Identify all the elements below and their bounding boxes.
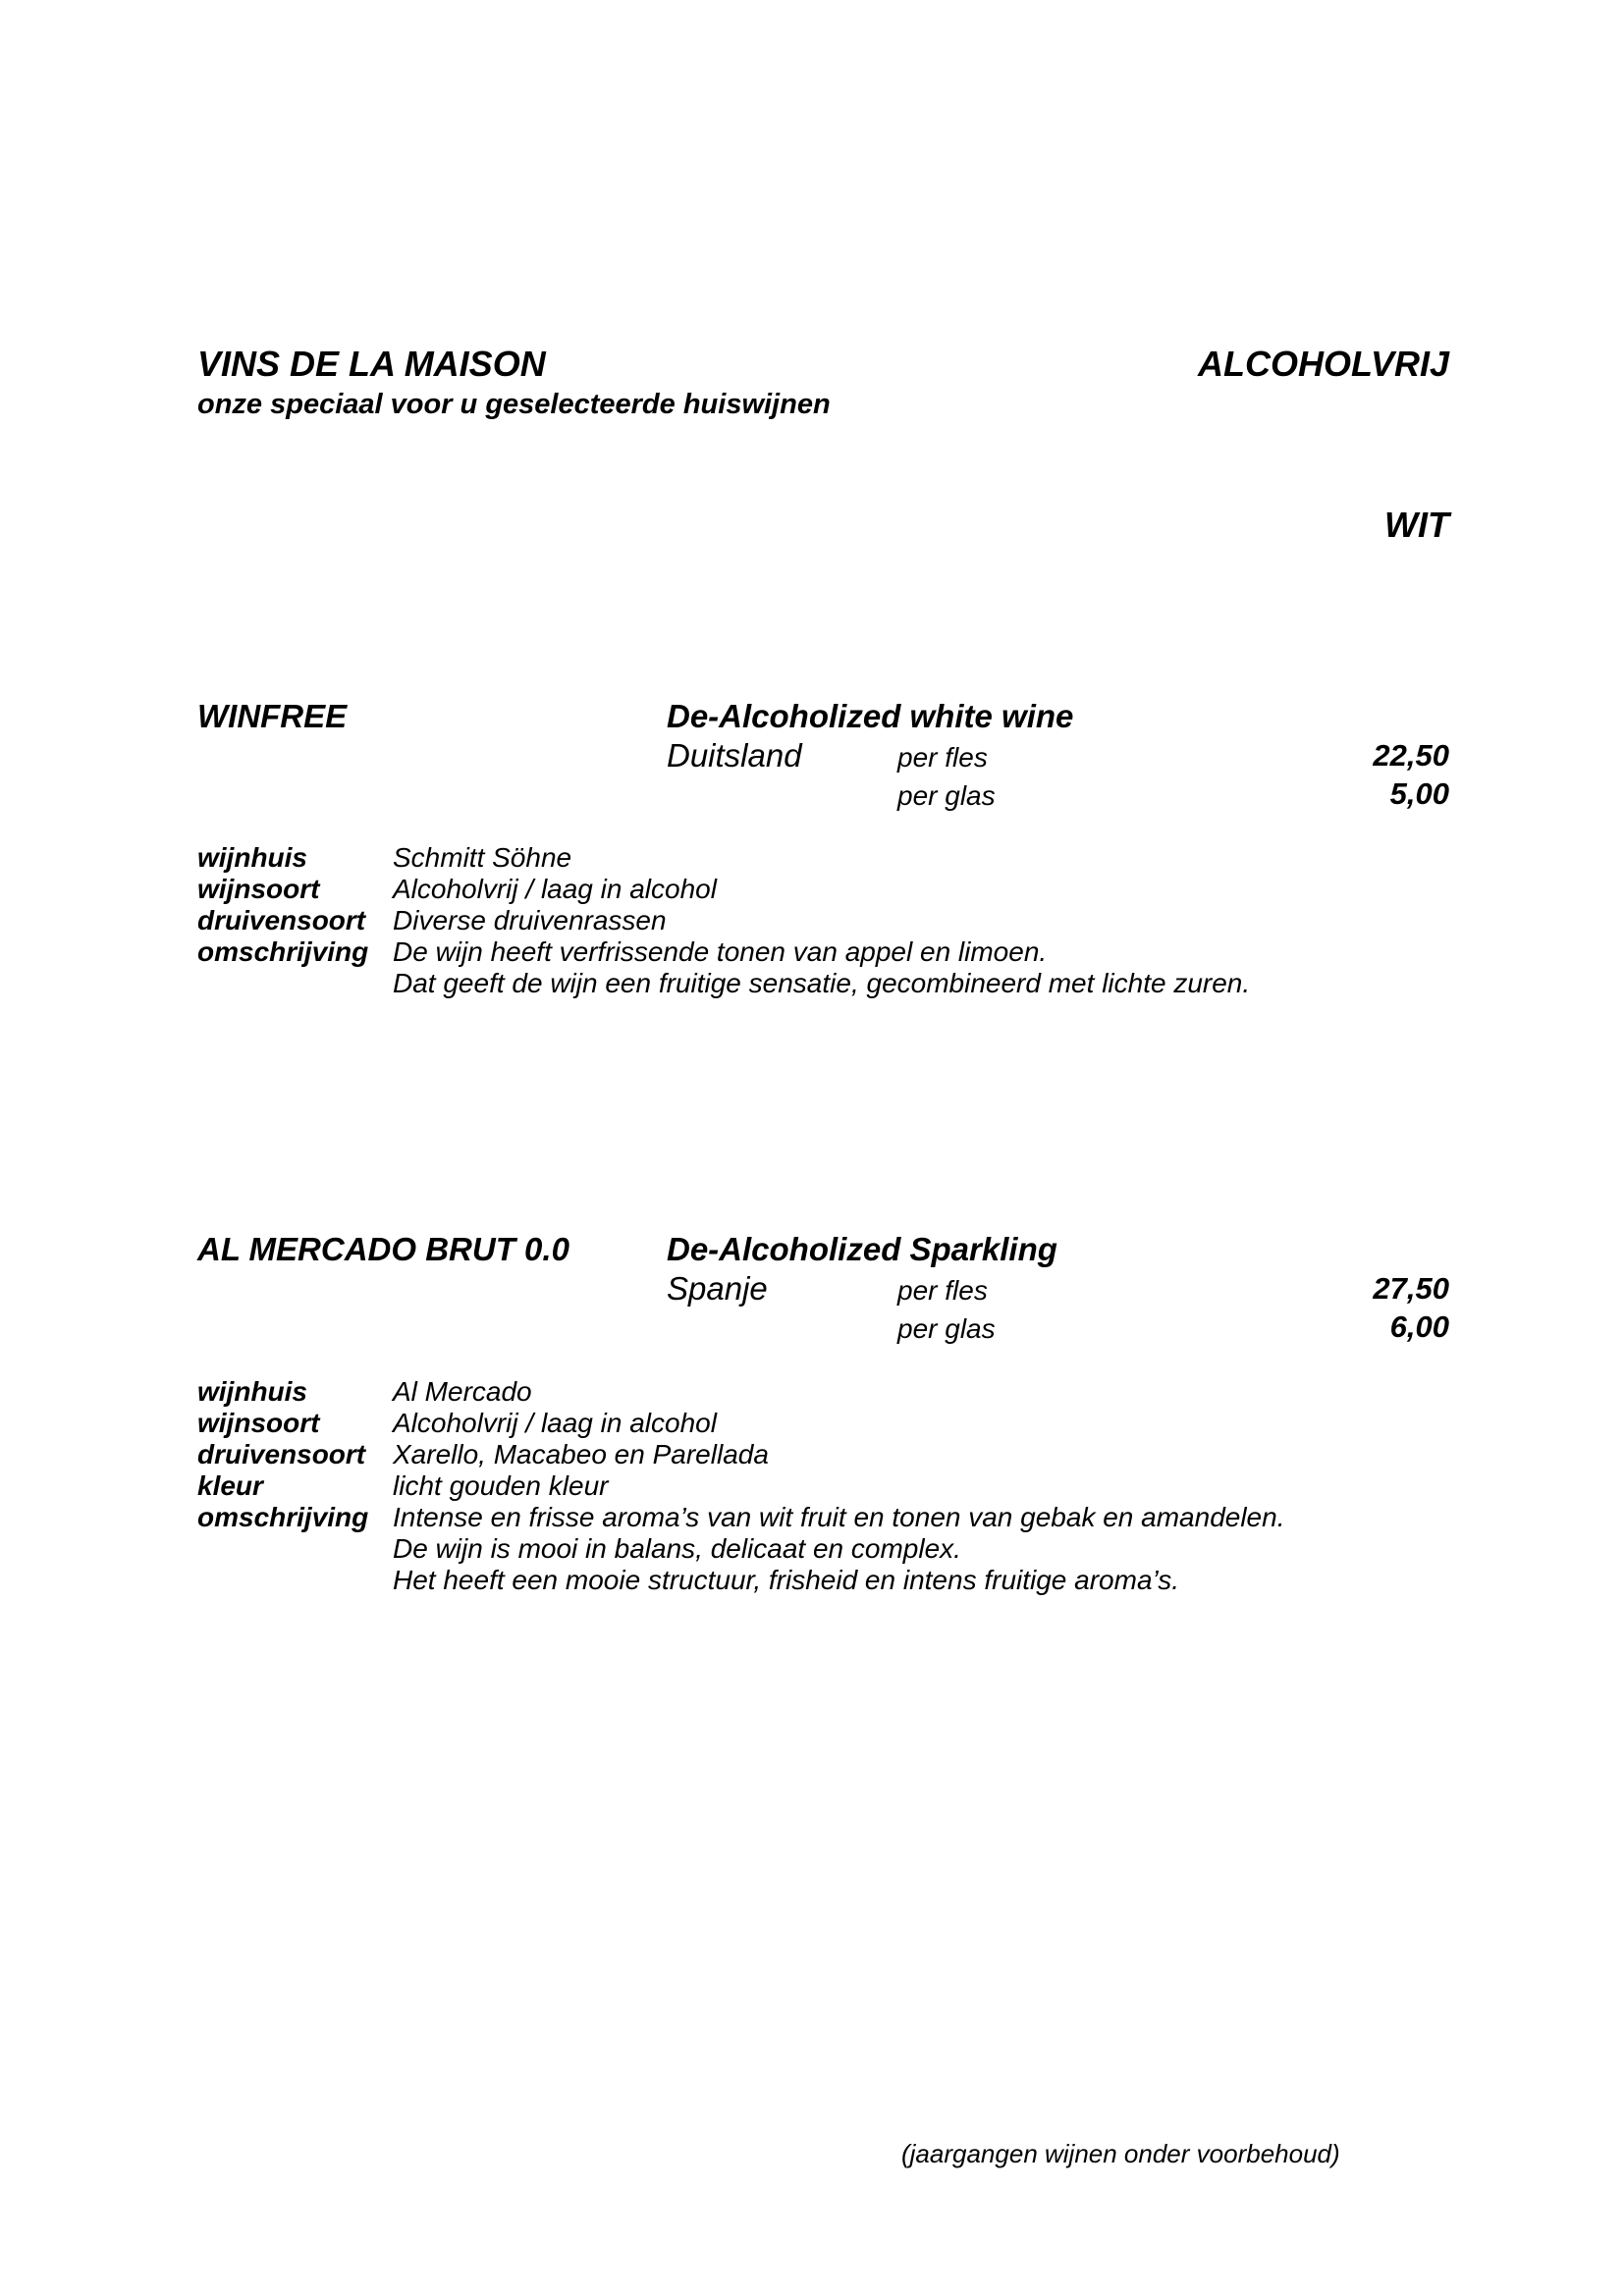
wine-details [197, 1376, 1284, 1596]
detail-label: druivensoort [197, 1439, 366, 1469]
detail-label: omschrijving [197, 1502, 369, 1532]
detail-value: Dat geeft de wijn een fruitige sensatie, gecombineerd met lichte zuren. [393, 968, 1251, 998]
detail-row [197, 874, 1250, 905]
unit-bottle: per fles [897, 1275, 988, 1306]
detail-row [197, 1439, 1284, 1470]
detail-label: wijnsoort [197, 1408, 320, 1438]
detail-label [197, 1533, 393, 1565]
detail-row [197, 1376, 1284, 1408]
section-heading: WIT [1384, 505, 1449, 545]
price-glass: 5,00 [1389, 776, 1449, 811]
detail-label: wijnhuis [197, 842, 307, 873]
detail-row [197, 1502, 1284, 1533]
wine-type: De-Alcoholized white wine [667, 698, 1074, 734]
detail-value: Al Mercado [393, 1376, 532, 1407]
detail-row [197, 842, 1250, 874]
detail-value: De wijn heeft verfrissende tonen van appel en limoen. [393, 936, 1048, 967]
wine-type: De-Alcoholized Sparkling [667, 1231, 1057, 1267]
detail-value: Intense en frisse aroma’s van wit fruit en tonen van gebak en amandelen. [393, 1502, 1285, 1532]
detail-value: Diverse druivenrassen [393, 905, 667, 935]
detail-value: Het heeft een mooie structuur, frisheid en intens fruitige aroma’s. [393, 1565, 1180, 1595]
wine-details [197, 842, 1250, 999]
detail-label [197, 968, 393, 999]
category-heading: ALCOHOLVRIJ [1197, 344, 1449, 384]
wine-name: AL MERCADO BRUT 0.0 [197, 1231, 569, 1267]
detail-row [197, 1565, 1284, 1596]
unit-glass: per glas [897, 1313, 996, 1344]
detail-row [197, 905, 1250, 936]
unit-bottle: per fles [897, 742, 988, 773]
price-bottle: 22,50 [1373, 738, 1449, 773]
detail-value: De wijn is mooi in balans, delicaat en complex. [393, 1533, 961, 1564]
detail-row [197, 936, 1250, 968]
unit-glass: per glas [897, 780, 996, 811]
price-bottle: 27,50 [1373, 1271, 1449, 1306]
page-title: VINS DE LA MAISON [197, 344, 546, 384]
detail-label [197, 1565, 393, 1596]
detail-label: omschrijving [197, 936, 369, 967]
detail-row [197, 1470, 1284, 1502]
detail-value: licht gouden kleur [393, 1470, 609, 1501]
detail-value: Alcoholvrij / laag in alcohol [393, 874, 717, 904]
price-glass: 6,00 [1389, 1309, 1449, 1344]
detail-value: Xarello, Macabeo en Parellada [393, 1439, 769, 1469]
wine-country: Spanje [667, 1270, 768, 1307]
wine-country: Duitsland [667, 737, 802, 774]
page-subtitle: onze speciaal voor u geselecteerde huiswijnen [197, 389, 831, 420]
footnote: (jaargangen wijnen onder voorbehoud) [901, 2139, 1340, 2168]
detail-value: Alcoholvrij / laag in alcohol [393, 1408, 717, 1438]
detail-row [197, 968, 1250, 999]
detail-label: wijnsoort [197, 874, 320, 904]
detail-row [197, 1533, 1284, 1565]
detail-label: kleur [197, 1470, 263, 1501]
detail-label: druivensoort [197, 905, 366, 935]
wine-name: WINFREE [197, 698, 348, 734]
detail-value: Schmitt Söhne [393, 842, 572, 873]
detail-label: wijnhuis [197, 1376, 307, 1407]
detail-row [197, 1408, 1284, 1439]
